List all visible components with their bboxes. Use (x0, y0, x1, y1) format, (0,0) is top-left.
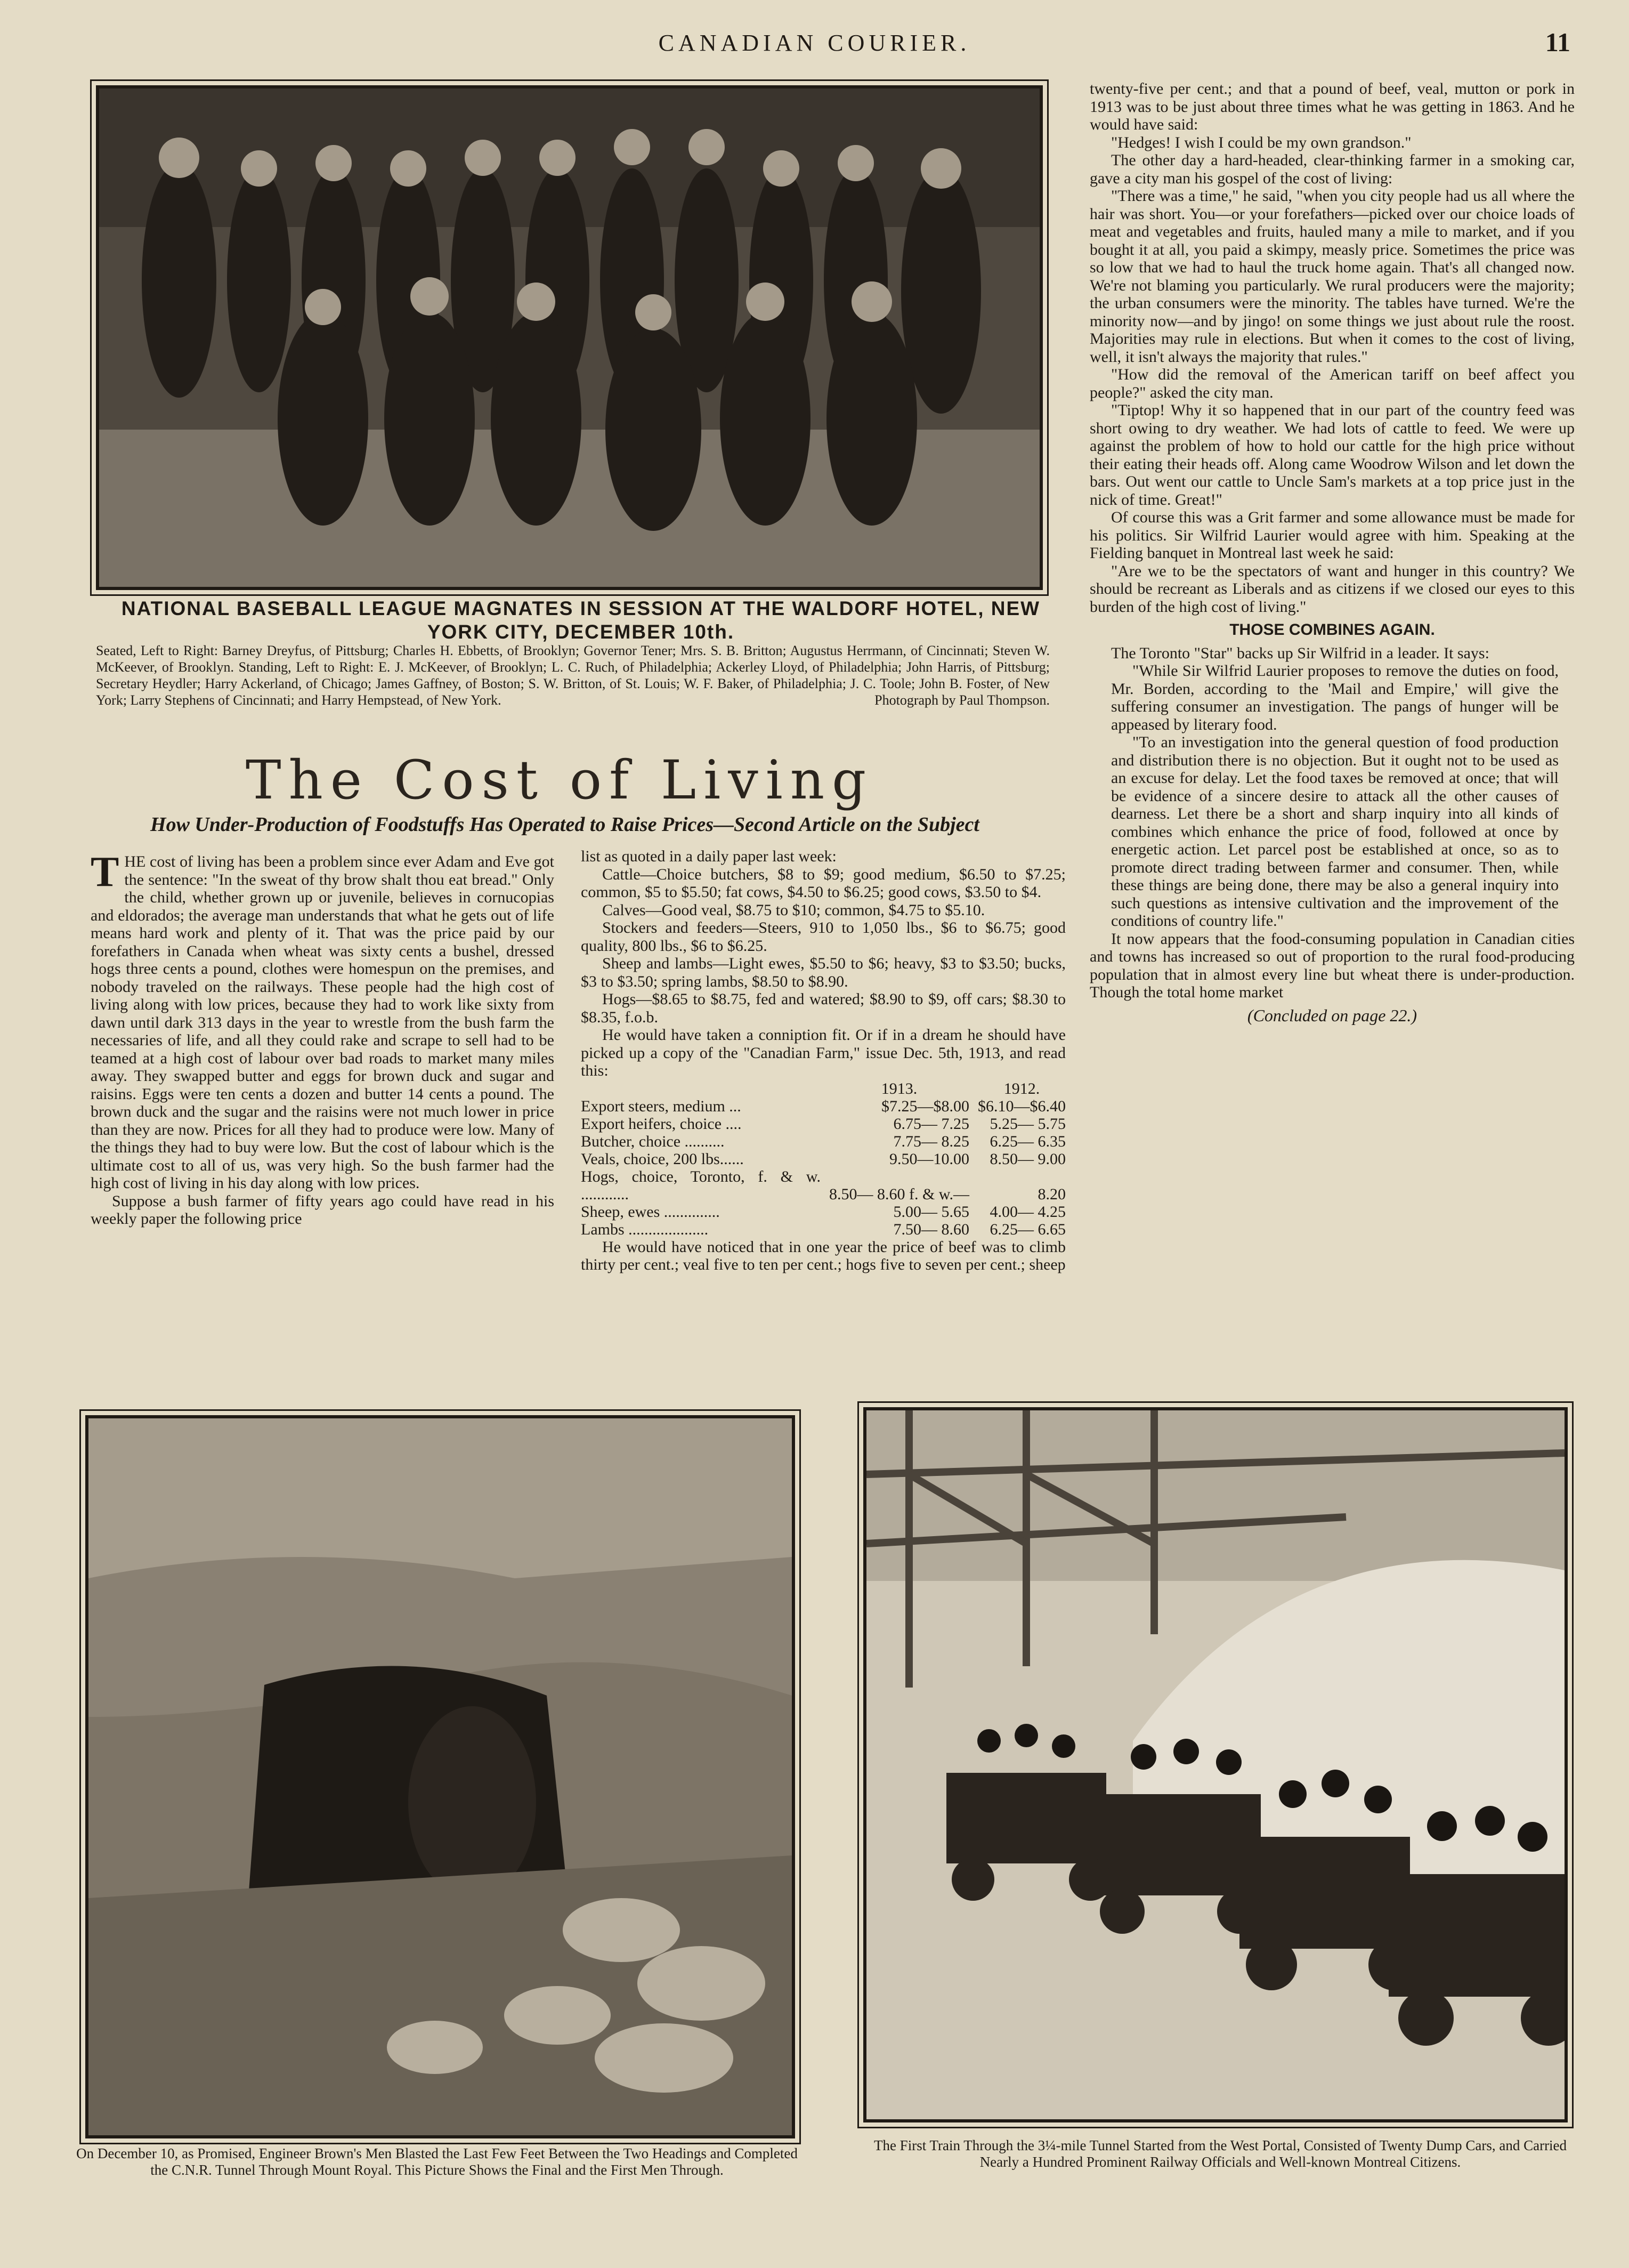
page-number: 11 (1545, 27, 1570, 57)
tunnel-blast-caption: On December 10, as Promised, Engineer Brown's Men Blasted the Last Few Feet Between the Two Headings and Completed the C.N.R. Tunnel Through Mount Royal. This Picture Shows the Final and the First Men Through. (76, 2145, 798, 2178)
section-subhead: THOSE COMBINES AGAIN. (1229, 621, 1435, 639)
market-quote: Cattle—Choice butchers, $8 to $9; good medium, $6.50 to $7.25; common, $5 to $5.50; fat cows, $4.50 to $6.25; good cows, $3.50 to $4. (581, 865, 1066, 901)
running-header: CANADIAN COURIER. (658, 30, 971, 56)
article-column-3 (1090, 80, 1575, 1024)
article-subtitle: How Under-Production of Foodstuffs Has Operated to Raise Prices—Second Article on the Subject (150, 813, 979, 836)
market-quote: Sheep and lambs—Light ewes, $5.50 to $6; heavy, $3 to $3.50; bucks, $3 to $3.50; spring lambs, $8.50 to $8.90. (581, 955, 1066, 990)
table-row: Veals, choice, 200 lbs...... 9.50—10.00 8.50— 9.00 (581, 1150, 1066, 1168)
article-paragraph: "Are we to be the spectators of want and hunger in this country? We should be recreant as Liberals and as citizens if we closed our eyes to this burden of the high cost of living." (1090, 562, 1575, 616)
price-table-header: 1913. 1912. (881, 1079, 1040, 1097)
dump-car-train-image (866, 1410, 1565, 2119)
table-row: Export heifers, choice .... 6.75— 7.25 5.25— 5.75 (581, 1115, 1066, 1133)
article-column-1 (91, 849, 554, 1228)
article-title: The Cost of Living (245, 749, 874, 811)
article-paragraph: "Tiptop! Why it so happened that in our part of the country feed was short owing to dry weather. We had lots of cattle to feed. We were up against the problem of how to hold our cattle for the high price without their eating their heads off. Along came Woodrow Wilson and let down the bars. Out went our cattle to Uncle Sam's markets at a top price just in the nick of time. Great!" (1090, 401, 1575, 509)
article-paragraph: Of course this was a Grit farmer and some allowance must be made for his politics. Sir Wilfrid Laurier would agree with him. Speaking at the Fielding banquet in Montreal last week he said: (1090, 509, 1575, 562)
article-paragraph: "There was a time," he said, "when you city people had us all where the hair was short. You—or your forefathers—picked over our choice loads of meat and vegetables and fruits, hauled many a mile to market, and if you bought it at all, you paid a skimpy, measly price. Sometimes the price was so low that we had to haul the truck home again. That's all changed now. We're not blaming you particularly. We rural producers were the majority; the urban consumers were the minority. The tables have turned. We're the minority now—and by jingo! on some things we just about rule the roost. Majorities may rule in elections. But when it comes to the cost of living, well, it isn't always the majority that rules." (1090, 187, 1575, 366)
tunnel-blast-photo (85, 1415, 795, 2138)
article-paragraph: The other day a hard-headed, clear-thinking farmer in a smoking car, gave a city man his gospel of the cost of living: (1090, 151, 1575, 187)
article-paragraph: THE cost of living has been a problem since ever Adam and Eve got the sentence: "In the sweat of thy brow shalt thou eat bread." Only the child, whether grown up or juvenile, believes in cornucopias and eldorados; the average man understands that what he gets out of life means hard work and plenty of it. That was the price paid by our forefathers in Canada when wheat was sixty cents a bushel, dressed hogs three cents a pound, clothes were homespun on the premises, and nobody traveled on the railways. These people had the high cost of living along with low prices, because they had to work like sixty from dawn until dark 313 days in the year to wrestle from the bush farm the necessaries of life, and all they could rake and scrape to sell had to be teamed at a high cost of labour over bad roads to market many miles away. They swapped butter and eggs for brown duck and sugar and raisins. Eggs were ten cents a dozen and butter 14 cents a pound. The brown duck and the sugar and the raisins were not much lower in price than they are now. Prices for all they had to produce were low. Many of the things they had to buy were low. But the cost of labour which is the ultimate cost to all of us, was very high. So the bush farmer had the high cost of living in his day along with low prices. (91, 849, 554, 1192)
article-paragraph: "Hedges! I wish I could be my own grandson." (1111, 133, 1412, 151)
table-row: Sheep, ewes .............. 5.00— 5.65 4.00— 4.25 (581, 1202, 1066, 1221)
group-portrait-image (99, 88, 1040, 587)
photo-credit: Photograph by Paul Thompson. (874, 692, 1050, 708)
tunnel-heading-image (88, 1418, 792, 2135)
block-quote: "While Sir Wilfrid Laurier proposes to remove the duties on food, Mr. Borden, according to the 'Mail and Empire,' will give the suffering consumer an investigation. The pangs of hunger will be appeased by literary food. (1111, 662, 1559, 733)
first-train-caption: The First Train Through the 3¼-mile Tunnel Started from the West Portal, Consisted of Twenty Dump Cars, and Carried Nearly a Hundred Prominent Railway Officials and Well-known Montreal Citizens. (873, 2137, 1567, 2170)
article-paragraph: Suppose a bush farmer of fifty years ago could have read in his weekly paper the following price (91, 1192, 554, 1228)
table-row: Export steers, medium ... $7.25—$8.00 $6.10—$6.40 (581, 1097, 1066, 1115)
table-row: Hogs, choice, Toronto, f. & w. ............ 8.50— 8.60 f. & w.— 8.20 (581, 1167, 1066, 1203)
article-paragraph: It now appears that the food-consuming population in Canadian cities and towns has increased so out of proportion to the rural food-producing population that in almost every line but wheat there is under-production. Though the total home market (1090, 930, 1575, 1001)
article-paragraph: He would have taken a conniption fit. Or if in a dream he should have picked up a copy of the "Canadian Farm," issue Dec. 5th, 1913, and read this: (581, 1026, 1066, 1079)
article-paragraph: He would have noticed that in one year the price of beef was to climb thirty per cent.; veal five to ten per cent.; hogs five to seven per cent.; sheep (581, 1238, 1066, 1273)
drop-cap: T (91, 849, 119, 895)
top-photo-caption-title: NATIONAL BASEBALL LEAGUE MAGNATES IN SESSION AT THE WALDORF HOTEL, NEW YORK CITY, DECEMBER 10th. (121, 598, 1041, 643)
top-photo-caption-body (96, 642, 1050, 708)
article-paragraph: twenty-five per cent.; and that a pound of beef, veal, mutton or pork in 1913 was to be just about three times what he was getting in 1863. And he would have said: (1090, 80, 1575, 133)
article-paragraph: "How did the removal of the American tariff on beef affect you people?" asked the city man. (1090, 366, 1575, 401)
market-quote: Hogs—$8.65 to $8.75, fed and watered; $8.90 to $9, off cars; $8.30 to $8.35, f.o.b. (581, 990, 1066, 1026)
article-paragraph: list as quoted in a daily paper last week: (581, 848, 837, 865)
top-photo-caption-names: Seated, Left to Right: Barney Dreyfus, of Pittsburg; Charles H. Ebbetts, of Brooklyn; Governor Tener; Mrs. S. B. Britton; Augustus Herrmann, of Cincinnati; Steven W. McKeever, of Brooklyn. Standing, Left to Right: E. J. McKeever, of Brooklyn; L. C. Ruch, of Philadelphia; Ackerley Lloyd, of Philadelphia; John Harris, of Pittsburg; Secretary Heydler; Harry Ackerland, of Chicago; James Gaffney, of Boston; S. W. Britton, of St. Louis; W. F. Baker, of Philadelphia; J. C. Toole; John B. Foster, of New York; Larry Stephens of Cincinnati; and Harry Hempstead, of New York. (96, 643, 1050, 708)
block-quote: "To an investigation into the general question of food production and distribution there is no objection. But it ought not to be used as an excuse for delay. Let the food taxes be removed at once; that will be evidence of a sincere desire to attack all the other causes of dearness. Let there be a short and sharp inquiry into all kinds of combines which enhance the price of food, followed at once by energetic action. Let parcel post be established at once, so as to promote direct trading between farmer and consumer. Then, while these things are being done, there may be also a general inquiry into such questions as intensive cultivation and the improvement of the conditions of country life." (1111, 733, 1559, 930)
baseball-magnates-photo (96, 85, 1043, 590)
continued-notice: (Concluded on page 22.) (1247, 1005, 1417, 1025)
market-quote: Stockers and feeders—Steers, 910 to 1,050 lbs., $6 to $6.75; good quality, 800 lbs., $6 to $6.25. (581, 919, 1066, 955)
article-column-2 (581, 848, 1066, 1274)
first-train-photo (863, 1407, 1568, 2122)
table-row: Butcher, choice .......... 7.75— 8.25 6.25— 6.35 (581, 1132, 1066, 1150)
price-table (581, 1080, 1066, 1238)
article-paragraph: The Toronto "Star" backs up Sir Wilfrid in a leader. It says: (1111, 644, 1489, 662)
table-row: Lambs .................... 7.50— 8.60 6.25— 6.65 (581, 1220, 1066, 1238)
market-quote: Calves—Good veal, $8.75 to $10; common, $4.75 to $5.10. (602, 901, 985, 919)
